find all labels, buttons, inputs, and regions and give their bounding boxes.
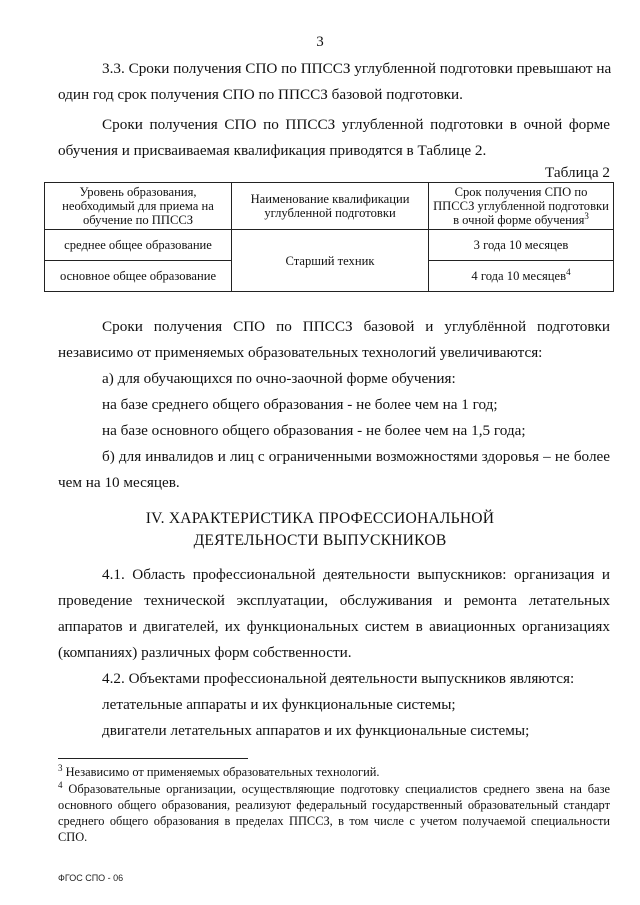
header-term-text: Срок получения СПО по ППССЗ углубленной подготовки в очной форме обучения bbox=[433, 185, 609, 227]
page-number: 3 bbox=[316, 34, 324, 50]
para-intro-line-1: Сроки получения СПО по ППССЗ углубленной подготовки в очной форме bbox=[102, 116, 610, 133]
para-4-1-line-3: аппаратов и двигателей, их функциональных систем в авиационных организациях bbox=[58, 618, 610, 635]
para-4-1-line-1: 4.1. Область профессиональной деятельности выпускников: организация и bbox=[102, 566, 610, 583]
header-education-level: Уровень образования, необходимый для приема на обучение по ППССЗ bbox=[45, 183, 232, 230]
header-term bbox=[428, 183, 613, 230]
qualification-cell: Старший техник bbox=[232, 230, 429, 292]
table-2 bbox=[44, 182, 614, 292]
object-aircraft: летательные аппараты и их функциональные системы; bbox=[102, 696, 456, 713]
para-intro-line-2: обучения и присваиваемая квалификация приводятся в Таблице 2. bbox=[58, 142, 487, 159]
para-increase-line-1: Сроки получения СПО по ППССЗ базовой и углублённой подготовки bbox=[102, 318, 610, 335]
footnote-4-mark: 4 bbox=[58, 779, 63, 790]
footnote-4 bbox=[58, 781, 610, 845]
para-4-2: 4.2. Объектами профессиональной деятельности выпускников являются: bbox=[102, 670, 575, 687]
para-increase-line-2: независимо от применяемых образовательных технологий увеличиваются: bbox=[58, 344, 543, 361]
section-heading-line-1: IV. ХАРАКТЕРИСТИКА ПРОФЕССИОНАЛЬНОЙ bbox=[145, 510, 495, 527]
row-level-secondary: среднее общее образование bbox=[45, 230, 232, 261]
object-engines: двигатели летательных аппаратов и их функциональные системы; bbox=[102, 722, 530, 739]
header-qualification: Наименование квалификации углубленной подготовки bbox=[232, 183, 429, 230]
para-4-1-line-2: проведение технической эксплуатации, обслуживания и ремонта летательных bbox=[58, 592, 610, 609]
item-a-basic: на базе основного общего образования - не более чем на 1,5 года; bbox=[102, 422, 526, 439]
footnote-separator bbox=[58, 758, 248, 759]
item-b-line-2: чем на 10 месяцев. bbox=[58, 474, 180, 491]
section-heading-line-2: ДЕЯТЕЛЬНОСТИ ВЫПУСКНИКОВ bbox=[193, 532, 447, 549]
term-text: 4 года 10 месяцев bbox=[471, 269, 567, 283]
footnote-ref-3: 3 bbox=[584, 210, 589, 221]
para-3-3-line-2: один год срок получения СПО по ППССЗ базовой подготовки. bbox=[58, 86, 463, 103]
footnote-3-text: Независимо от применяемых образовательных технологий. bbox=[65, 765, 380, 779]
para-4-1-line-4: (компаниях) различных форм собственности. bbox=[58, 644, 352, 661]
para-3-3-line-1: 3.3. Сроки получения СПО по ППССЗ углубленной подготовки превышают на bbox=[102, 60, 612, 77]
item-b-line-1: б) для инвалидов и лиц с ограниченными возможностями здоровья – не более bbox=[102, 448, 610, 465]
footnote-4-text: Образовательные организации, осуществляющие подготовку специалистов среднего звена на базе основного общего образования, реализуют федеральный государственный образовательный стандарт среднего общего образования в пределах ППССЗ, в том числе с учетом получаемой специальности СПО. bbox=[58, 782, 610, 844]
table-row bbox=[45, 230, 614, 261]
footnote-ref-4: 4 bbox=[566, 266, 571, 277]
item-a-secondary: на базе среднего общего образования - не более чем на 1 год; bbox=[102, 396, 498, 413]
footnote-3-mark: 3 bbox=[58, 762, 63, 773]
row-term-basic bbox=[428, 261, 613, 292]
footnote-3 bbox=[58, 764, 610, 780]
row-level-basic: основное общее образование bbox=[45, 261, 232, 292]
page-footer: ФГОС СПО - 06 bbox=[58, 873, 124, 883]
item-a: а) для обучающихся по очно-заочной форме обучения: bbox=[102, 370, 456, 387]
table-header-row bbox=[45, 183, 614, 230]
row-term-secondary bbox=[428, 230, 613, 261]
table-caption: Таблица 2 bbox=[545, 164, 610, 181]
term-text: 3 года 10 месяцев bbox=[473, 238, 569, 252]
